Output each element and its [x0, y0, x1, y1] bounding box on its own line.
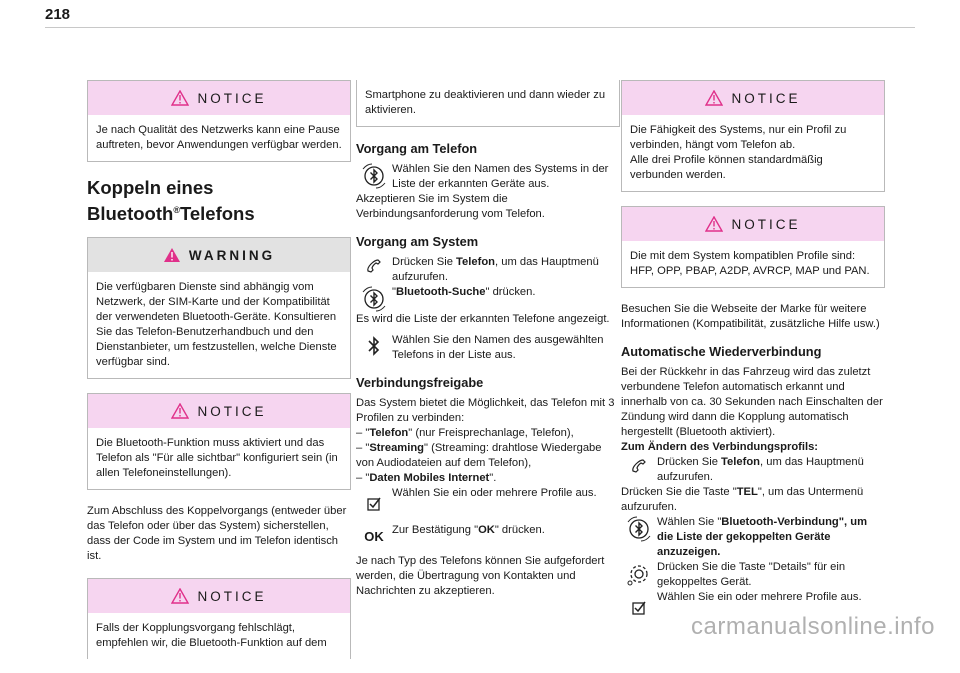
step-text-bold: Bluetooth-Verbindung", um die Liste der gekoppelten Geräte anzuzeigen. — [657, 516, 868, 558]
ok-label-icon: OK — [364, 529, 384, 544]
step-text — [392, 255, 620, 285]
step-text-bold: Telefon — [721, 456, 760, 468]
step-row — [356, 255, 620, 285]
warning-triangle-icon — [171, 90, 189, 106]
notice-header — [88, 394, 350, 428]
step-row — [356, 162, 620, 192]
bluetooth-search-icon — [621, 515, 657, 542]
step-text — [657, 515, 885, 560]
watermark: carmanualsonline.info — [691, 613, 935, 640]
warning-triangle-icon — [705, 216, 723, 232]
step-text: "Bluetooth-Suche" drücken. — [392, 286, 536, 298]
step-text-bold: OK — [478, 524, 495, 536]
step-text: Wählen Sie ein oder mehrere Profile aus. — [657, 591, 862, 603]
step-text-bold: Telefon — [456, 256, 495, 268]
section-title — [87, 176, 351, 225]
notice-box — [621, 80, 885, 192]
bluetooth-search-icon — [356, 162, 392, 189]
warning-text: Die verfügbaren Dienste sind abhängig vom Netzwerk, der SIM-Karte und der Kompatibilität der verwendeten Bluetooth-Geräte. Konsultieren Sie das Telefon-Benutzerhandbuch und den Dienstanbieter, um festzustellen, welche Dienste verfügbar sind. — [96, 281, 337, 369]
heading-connection-sharing: Verbindungsfreigabe — [356, 375, 484, 390]
notice-text: Falls der Kopplungsvorgang fehlschlägt, empfehlen wir, die Bluetooth-Funktion auf dem — [96, 622, 327, 650]
warning-header — [88, 238, 350, 272]
profile-list-item: – "Streaming" (Streaming: drahtlose Wiedergabe von Audiodateien auf dem Telefon), — [356, 442, 602, 469]
step-row — [356, 285, 620, 312]
notice-box — [87, 80, 351, 162]
step-text-pre: Wählen Sie " — [657, 516, 722, 528]
notice-title: NOTICE — [197, 588, 267, 604]
step-text-pre: Zur Bestätigung " — [392, 524, 479, 536]
step-text-bold: TEL — [736, 486, 758, 498]
notice-box — [87, 578, 351, 659]
phone-handset-icon — [356, 255, 392, 276]
notice-header — [88, 579, 350, 613]
profile-list-item: – "Telefon" (nur Freisprechanlage, Telefon), — [356, 427, 574, 439]
change-profile-heading: Zum Ändern des Verbindungsprofils: — [621, 441, 819, 453]
checkbox-icon — [621, 590, 657, 617]
step-text: Wählen Sie ein oder mehrere Profile aus. — [392, 487, 597, 499]
warning-triangle-icon — [705, 90, 723, 106]
step-text-post: , um das Hauptmenü aufzurufen. — [657, 456, 864, 483]
profile-list-item: – "Daten Mobiles Internet". — [356, 472, 497, 484]
heading-system-procedure: Vorgang am System — [356, 234, 479, 249]
warning-triangle-icon — [171, 588, 189, 604]
notice-title: NOTICE — [731, 216, 801, 232]
step-text — [392, 523, 620, 538]
info-paragraph: Besuchen Sie die Webseite der Marke für weitere Informationen (Kompatibilität, zusätzliche Hilfe usw.) — [621, 303, 880, 330]
notice-header — [622, 207, 884, 241]
pairing-paragraph: Zum Abschluss des Koppelvorgangs (entweder über das Telefon oder über das System) sicherstellen, dass der Code im System und im Telefon identisch ist. — [87, 505, 347, 563]
step-text-post: , um das Hauptmenü aufzurufen. — [392, 256, 599, 283]
column-2 — [356, 80, 620, 605]
step-text-bold: Bluetooth-Suche — [395, 286, 486, 298]
profile-desc: " (nur Freisprechanlage, Telefon), — [408, 427, 574, 439]
warning-box — [87, 237, 351, 379]
step-text-post: ", um das Untermenü aufzurufen. — [621, 486, 864, 513]
notice-header — [88, 81, 350, 115]
bluetooth-icon — [356, 333, 392, 358]
title-bluetooth: Bluetooth — [87, 203, 174, 225]
profile-name: Daten Mobiles Internet — [369, 472, 490, 484]
title-line-1: Koppeln eines — [87, 177, 214, 198]
step-after-text: Es wird die Liste der erkannten Telefone angezeigt. — [356, 313, 610, 325]
notice-title: NOTICE — [197, 403, 267, 419]
notice-text: Die Bluetooth-Funktion muss aktiviert und das Telefon als "Für alle sichtbar" konfiguriert sein (in allen Telefoneinstellungen). — [96, 437, 338, 480]
step-text-pre: Drücken Sie — [392, 256, 457, 268]
warning-triangle-icon — [171, 403, 189, 419]
step-text: Wählen Sie den Namen des Systems in der Liste der erkannten Geräte aus. — [392, 163, 609, 190]
step-text: Drücken Sie die Taste "Details" für ein gekoppeltes Gerät. — [657, 561, 846, 588]
step-row — [621, 560, 885, 590]
step-text — [621, 485, 885, 515]
title-telefons: Telefons — [179, 203, 255, 225]
final-paragraph: Je nach Typ des Telefons können Sie aufgefordert werden, die Übertragung von Kontakten und Nachrichten zu akzeptieren. — [356, 555, 605, 597]
step-row — [356, 523, 620, 544]
notice-text: Je nach Qualität des Netzwerks kann eine Pause auftreten, bevor Anwendungen verfügbar werden. — [96, 124, 342, 151]
step-row — [621, 455, 885, 485]
step-text-pre: Drücken Sie — [657, 456, 722, 468]
warning-triangle-icon — [163, 247, 181, 263]
step-row — [356, 333, 620, 363]
notice-box — [87, 393, 351, 490]
page-number: 218 — [45, 6, 71, 23]
notice-title: NOTICE — [731, 90, 801, 106]
checkbox-icon — [356, 486, 392, 513]
notice-box — [621, 206, 885, 288]
profile-desc: ". — [489, 472, 497, 484]
step-text-post: " drücken. — [494, 524, 545, 536]
step-after-text: Akzeptieren Sie im System die Verbindungsanforderung vom Telefon. — [356, 193, 545, 220]
step-text: Wählen Sie den Namen des ausgewählten Telefons in der Liste aus. — [392, 334, 604, 361]
step-text — [657, 455, 885, 485]
step-row — [621, 515, 885, 560]
notice-continuation-box — [356, 80, 620, 127]
column-3 — [621, 80, 885, 617]
step-text-post: " drücken. — [485, 286, 536, 298]
step-text-pre: Drücken Sie die Taste " — [621, 486, 737, 498]
column-1 — [87, 80, 351, 673]
step-row — [356, 486, 620, 513]
registered-mark: ® — [173, 205, 180, 215]
share-intro: Das System bietet die Möglichkeit, das Telefon mit 3 Profilen zu verbinden: — [356, 397, 615, 424]
phone-handset-icon — [621, 455, 657, 476]
warning-title: WARNING — [188, 247, 276, 263]
notice-title: NOTICE — [197, 90, 267, 106]
auto-reconnect-paragraph: Bei der Rückkehr in das Fahrzeug wird das zuletzt verbundene Telefon automatisch erkannt und innerhalb von ca. 30 Sekunden nach Einschalten der Zündung wird dann die Kopplung automatisch hergestellt (Bluetooth aktiviert). — [621, 366, 883, 438]
header-rule — [45, 27, 915, 28]
notice-text: Die mit dem System kompatiblen Profile sind: HFP, OPP, PBAP, A2DP, AVRCP, MAP und PAN. — [630, 250, 870, 277]
notice-text: Smartphone zu deaktivieren und dann wieder zu aktivieren. — [365, 89, 606, 116]
notice-header — [622, 81, 884, 115]
bluetooth-search-icon — [356, 285, 392, 312]
profile-name: Streaming — [369, 442, 425, 454]
heading-phone-procedure: Vorgang am Telefon — [356, 141, 478, 156]
settings-gear-icon — [621, 560, 657, 587]
profile-name: Telefon — [369, 427, 409, 439]
notice-text: Die Fähigkeit des Systems, nur ein Profil zu verbinden, hängt vom Telefon ab. Alle drei Profile können standardmäßig verbunden werden. — [630, 124, 847, 181]
profile-desc: " (Streaming: drahtlose Wiedergabe von Audiodateien auf dem Telefon), — [356, 442, 602, 469]
heading-auto-reconnect: Automatische Wiederverbindung — [621, 344, 822, 359]
